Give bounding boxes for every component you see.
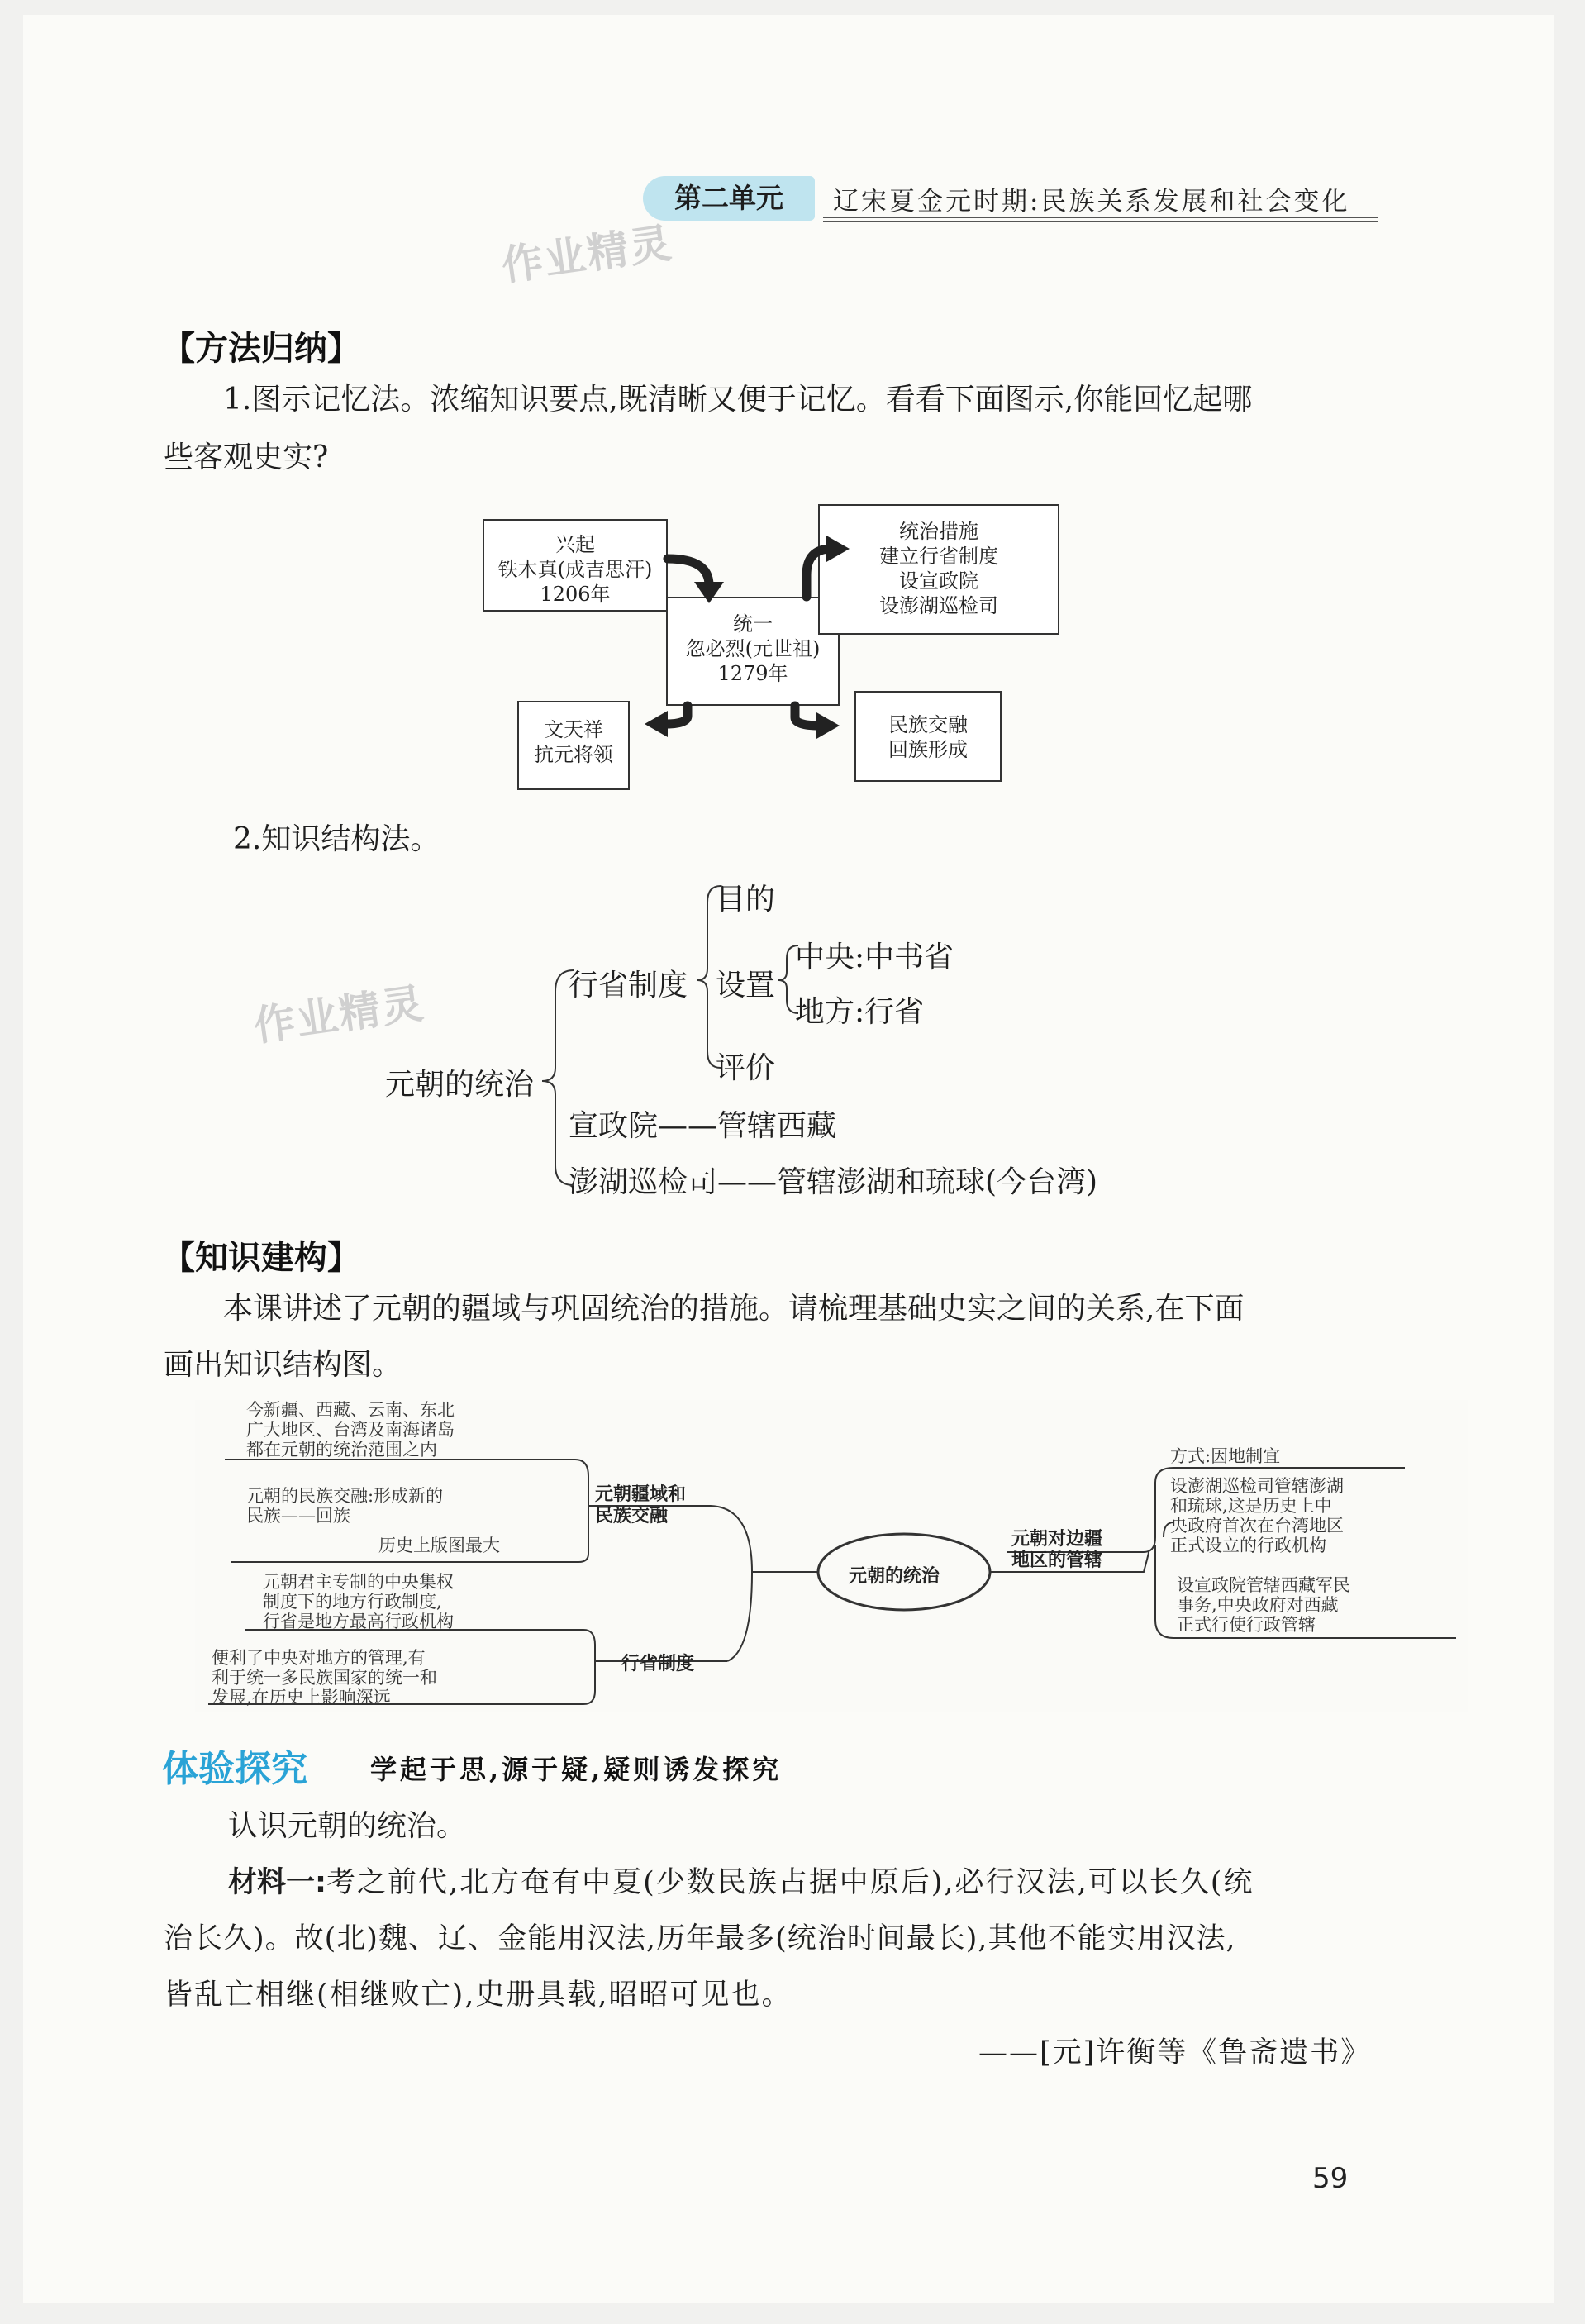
mindmap-leaf-method: 方式:因地制宜 (1170, 1446, 1281, 1466)
mindmap-text: 元朝疆域和 (595, 1484, 687, 1505)
flow-text: 民族交融 (888, 713, 968, 736)
material-line1 (228, 1855, 1254, 1911)
knowledge-heading: 【知识建构】 (162, 1239, 360, 1277)
knowledge-line2: 画出知识结构图。 (164, 1348, 402, 1382)
mindmap-text: 正式行使行政管辖 (1177, 1615, 1316, 1635)
mindmap-text: 和琉球,这是历史上中 (1170, 1496, 1332, 1516)
mindmap-text: 设宣政院管辖西藏军民 (1177, 1575, 1350, 1595)
tree-shezhi: 设置 (716, 969, 776, 1002)
material-label: 材料一: (228, 1866, 326, 1899)
mindmap-text: 民族交融 (595, 1506, 669, 1526)
mindmap-text: 设澎湖巡检司管辖澎湖 (1170, 1476, 1344, 1496)
tree-xingsheng: 行省制度 (569, 969, 688, 1002)
flow-text: 文天祥 (544, 718, 603, 741)
mindmap-text: 行省是地方最高行政机构 (263, 1612, 454, 1631)
flow-text: 铁木真(成吉思汗) (497, 558, 653, 581)
unit-title: 辽宋夏金元时期:民族关系发展和社会变化 (833, 187, 1350, 217)
material-source: ——[元]许衡等《鲁斋遗书》 (978, 2036, 1372, 2069)
mindmap-leaf-xuanzheng (1177, 1575, 1350, 1635)
mindmap-branch-xingsheng: 行省制度 (621, 1654, 695, 1674)
flow-text: 抗元将领 (534, 743, 613, 766)
tree-difang: 地方:行省 (795, 995, 925, 1029)
mindmap-center: 元朝的统治 (849, 1566, 940, 1587)
flow-text: 统治措施 (899, 520, 978, 543)
mindmap-leaf-penghu (1170, 1476, 1344, 1555)
mindmap-leaf-system (263, 1572, 454, 1631)
tree-xuanzheng: 宣政院——管辖西藏 (569, 1109, 837, 1143)
watermark: 作业精灵 (498, 218, 676, 291)
mindmap-text: 都在元朝的统治范围之内 (246, 1440, 437, 1460)
mindmap-text: 利于统一多民族国家的统一和 (212, 1668, 437, 1688)
mindmap-text: 民族——回族 (246, 1506, 350, 1526)
material-text: 考之前代,北方奄有中夏(少数民族占据中原后),必行汉法,可以长久(统 (326, 1866, 1254, 1899)
mindmap-text: 发展,在历史上影响深远 (212, 1688, 391, 1707)
flow-text: 统一 (733, 612, 773, 636)
page-number: 59 (1312, 2162, 1349, 2195)
flow-text: 设宣政院 (899, 569, 978, 593)
mindmap-text: 正式设立的行政机构 (1170, 1536, 1326, 1555)
mindmap-branch-bianjiang (1011, 1529, 1102, 1572)
mindmap-leaf-impact (212, 1648, 437, 1707)
mindmap-link (727, 1572, 752, 1661)
mindmap-text: 央政府首次在台湾地区 (1170, 1516, 1344, 1536)
mindmap-text: 元朝君主专制的中央集权 (263, 1572, 454, 1592)
flow-text: 设澎湖巡检司 (879, 594, 998, 617)
explore-heading: 体验探究 (162, 1748, 307, 1790)
mindmap-leaf-territory (246, 1400, 455, 1460)
tree-zhongyang: 中央:中书省 (795, 941, 954, 974)
material-line2: 治长久)。故(北)魏、辽、金能用汉法,历年最多(统治时间最长),其他不能实用汉法, (164, 1922, 1236, 1955)
tree-mudi: 目的 (716, 883, 776, 917)
tree-pingjia: 评价 (716, 1051, 776, 1085)
material-line3: 皆乱亡相继(相继败亡),史册具载,昭昭可见也。 (164, 1979, 792, 2012)
tree-penghu: 澎湖巡检司——管辖澎湖和琉球(今台湾) (569, 1165, 1098, 1199)
flow-text: 建立行省制度 (879, 545, 998, 568)
watermark: 作业精灵 (250, 979, 428, 1051)
explore-intro: 认识元朝的统治。 (228, 1809, 467, 1843)
method-item1-line1: 1.图示记忆法。浓缩知识要点,既清晰又便于记忆。看看下面图示,你能回忆起哪 (223, 383, 1253, 417)
mindmap-text: 今新疆、西藏、云南、东北 (246, 1400, 455, 1420)
mindmap-text: 元朝的民族交融:形成新的 (246, 1486, 444, 1506)
mindmap-text: 事务,中央政府对西藏 (1177, 1595, 1339, 1615)
knowledge-line1: 本课讲述了元朝的疆域与巩固统治的措施。请梳理基础史实之间的关系,在下面 (223, 1292, 1245, 1326)
flow-text: 忽必烈(元世祖) (685, 637, 821, 660)
mindmap-branch-jiangyu (595, 1484, 686, 1527)
mindmap-text: 广大地区、台湾及南海诸岛 (246, 1420, 455, 1440)
unit-badge: 第二单元 (643, 176, 815, 221)
flow-text: 1206年 (540, 583, 611, 606)
flow-text: 兴起 (555, 533, 595, 556)
tree-root: 元朝的统治 (385, 1068, 535, 1102)
mindmap-text: 制度下的地方行政制度, (263, 1592, 442, 1612)
method-item2: 2.知识结构法。 (233, 822, 440, 856)
method-heading: 【方法归纳】 (162, 330, 360, 368)
mindmap-text: 元朝对边疆 (1011, 1529, 1103, 1550)
flow-text: 1279年 (717, 662, 788, 685)
mindmap-text: 便利了中央对地方的管理,有 (212, 1648, 426, 1668)
mindmap-leaf-fusion (246, 1486, 443, 1526)
method-item1-line2: 些客观史实? (164, 441, 329, 474)
explore-subheading: 学起于思,源于疑,疑则诱发探究 (370, 1754, 783, 1785)
mindmap-leaf-largest: 历史上版图最大 (378, 1536, 500, 1555)
mindmap-link (711, 1506, 818, 1572)
flow-text: 回族形成 (888, 738, 968, 761)
mindmap-text: 地区的管辖 (1011, 1550, 1103, 1571)
